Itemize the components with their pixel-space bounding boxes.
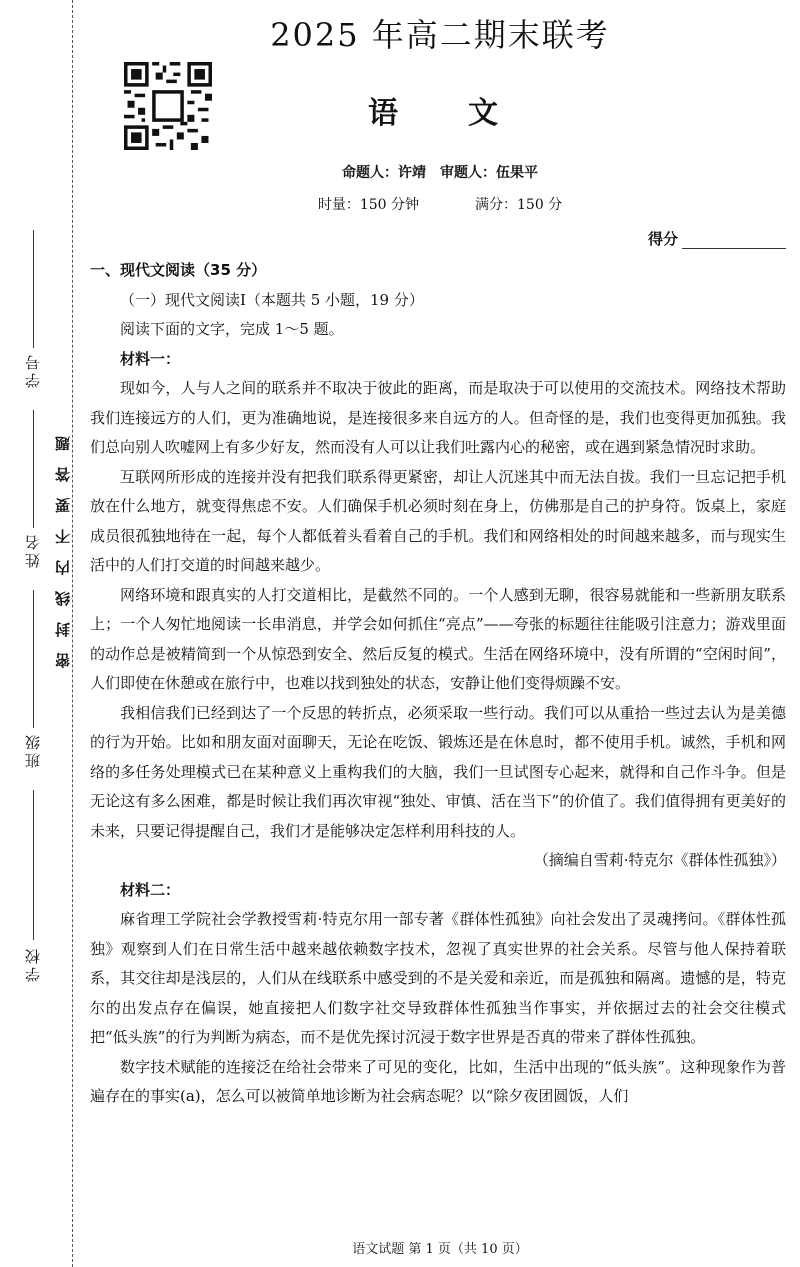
score-blank[interactable] xyxy=(682,248,786,249)
student-id-field[interactable] xyxy=(33,230,34,348)
section-heading: 一、现代文阅读（35 分） xyxy=(90,261,267,279)
time-limit: 时量：150 分钟 xyxy=(317,197,419,213)
material2-paragraph-1: 麻省理工学院社会学教授雪莉·特克尔用一部专著《群体性孤独》向社会发出了灵魂拷问。《群体性孤独》观察到人们在日常生活中越来越依赖数字技术，忽视了真实世界的社会关系。尽管与他人保持着联系，其交往却是浅层的，人们从在线联系中感受到的不是关爱和亲近，而是孤独和隔离。遗憾的是，特克尔的出发点存在偏误，她直接把人们数字社交导致群体性孤独当作事实，并依据过去的社会交往模式把“低头族”的行为判断为病态，而不是优先探讨沉浸于数字世界是否真的带来了群体性孤独。 xyxy=(90,910,786,1046)
material1-paragraph-1: 现如今，人与人之间的联系并不取决于彼此的距离，而是取决于可以使用的交流技术。网络技术帮助我们连接远方的人们，更为准确地说，是连接很多来自远方的人。但奇怪的是，我们也变得更加孤独。我们总向别人吹嘘网上有多少好友，然而没有人可以让我们吐露内心的秘密，或在遇到紧急情况时求助。 xyxy=(90,379,786,456)
binding-margin xyxy=(0,0,80,1267)
seal-notice: 密封线内不要答题 xyxy=(54,420,72,668)
exam-content xyxy=(90,256,786,1112)
authors-line: 命题人：许靖 审题人：伍果平 xyxy=(342,165,538,181)
material2-paragraph-2: 数字技术赋能的连接泛在给社会带来了可见的变化，比如，生活中出现的“低头族”。这种现象作为普遍存在的事实(a)，怎么可以被简单地诊断为社会病态呢？以“除夕夜团圆饭，人们 xyxy=(90,1057,786,1105)
material1-label: 材料一： xyxy=(120,349,181,368)
page-footer: 语文试题 第 1 页（共 10 页） xyxy=(352,1242,528,1257)
material1-paragraph-2: 互联网所形成的连接并没有把我们联系得更紧密，却让人沉迷其中而无法自拔。我们一旦忘记把手机放在什么地方，就变得焦虑不安。人们确保手机必须时刻在身上，仿佛那是自己的护身符。饭桌上，家庭成员很孤独地待在一起，每个人都低着头看着自己的手机。我们和网络相处的时间越来越多，而与现实生活中的人们打交道的时间越来越少。 xyxy=(90,467,786,574)
qr-code-icon[interactable] xyxy=(124,62,212,150)
material2-label: 材料二： xyxy=(120,880,181,899)
class-field[interactable] xyxy=(33,590,34,728)
exam-info xyxy=(0,194,800,214)
exam-title: 2025 年高二期末联考 xyxy=(270,16,610,54)
instruction: 阅读下面的文字，完成 1～5 题。 xyxy=(120,320,344,338)
subsection-heading: （一）现代文阅读Ⅰ（本题共 5 小题，19 分） xyxy=(120,290,424,309)
school-label: 学校 xyxy=(24,946,42,982)
school-field[interactable] xyxy=(33,790,34,940)
subject-title: 语文 xyxy=(368,96,568,131)
name-label: 姓名 xyxy=(24,532,42,568)
material1-paragraph-4: 我相信我们已经到达了一个反思的转折点，必须采取一些行动。我们可以从重拾一些过去认为是美德的行为开始。比如和朋友面对面聊天，无论在吃饭、锻炼还是在休息时，都不使用手机。诚然，手机和网络的多任务处理模式已在某种意义上重构我们的大脑，我们一旦试图专心起来，就得和自己作斗争。但是无论这有多么困难，都是时候让我们再次审视“独处、审慎、活在当下”的价值了。我们值得拥有更美好的未来，只要记得提醒自己，我们才是能够决定怎样利用科技的人。 xyxy=(90,703,786,840)
class-label: 班级 xyxy=(24,732,42,768)
material1-paragraph-3: 网络环境和跟真实的人打交道相比，是截然不同的。一个人感到无聊，很容易就能和一些新朋友联系上；一个人匆忙地阅读一长串消息，并学会如何抓住“亮点”——夸张的标题往往能吸引注意力；游戏里面的动作总是被精简到一个从惊恐到安全、然后反复的模式。生活在网络环境中，没有所谓的“空闲时间”，人们即使在休憩或在旅行中，也难以找到独处的状态，安静让他们变得烦躁不安。 xyxy=(90,585,786,692)
score-label: 得分 xyxy=(648,230,679,248)
student-id-label: 学号 xyxy=(24,352,42,388)
full-score: 满分：150 分 xyxy=(475,197,563,213)
score-field[interactable] xyxy=(648,228,786,249)
name-field[interactable] xyxy=(33,410,34,528)
material1-source: （摘编自雪莉·特克尔《群体性孤独》） xyxy=(533,851,786,869)
